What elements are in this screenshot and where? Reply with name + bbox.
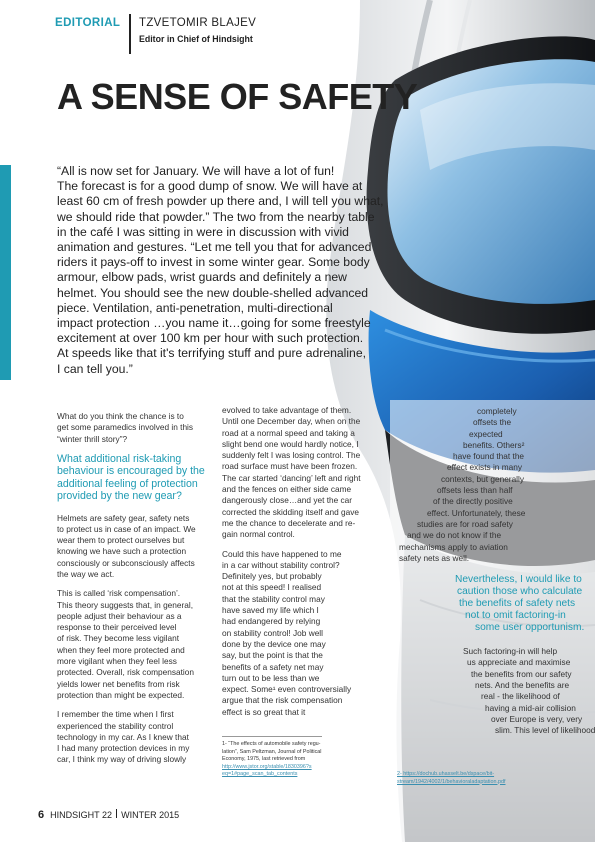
- text-line: me the chance to decelerate and re-: [222, 517, 356, 528]
- footnote-line: Economy, 1975, last retrieved from: [222, 756, 306, 763]
- text-line: having a mid-air collision: [485, 702, 576, 713]
- text-line: technology in my car. As I knew that: [57, 731, 189, 742]
- footer-divider: [116, 809, 117, 818]
- text-line: of the directly positive: [433, 496, 513, 507]
- paragraph: [395, 406, 595, 564]
- text-line: get some paramedics involved in this: [57, 422, 194, 433]
- text-line: Helmets are safety gear, safety nets: [57, 512, 190, 523]
- footnote-link[interactable]: eq=1#page_scan_tab_contents: [222, 771, 298, 778]
- lede-line: The forecast is for a good dump of snow. We will have at: [57, 179, 363, 194]
- paragraph: [57, 411, 207, 445]
- header-divider: [129, 14, 131, 54]
- lede-line: animation and gestures. “Let me tell you that for advanced: [57, 240, 372, 255]
- text-line: have found that the: [453, 451, 525, 462]
- text-line: slight bend one would hardly notice, I: [222, 438, 359, 449]
- lede-line: excitement at over 100 km per hour with such protection.: [57, 331, 364, 346]
- body-column-1: [57, 411, 207, 774]
- text-line: car, I think my way of driving slowly: [57, 754, 187, 765]
- text-line: Definitely yes, but probably: [222, 571, 322, 582]
- author-role: Editor in Chief of Hindsight: [139, 34, 253, 44]
- text-line: offsets the: [473, 417, 512, 428]
- lede-line: we should ride that powder.” The two from the nearby table: [57, 209, 375, 224]
- text-line: mechanisms apply to aviation: [399, 541, 508, 552]
- text-line: real - the likelihood of: [481, 691, 560, 702]
- text-line: not at this speed! I realised: [222, 582, 322, 593]
- lede-line: “All is now set for January. We will have a lot of fun!: [57, 164, 335, 178]
- pull-quote-line: caution those who calculate: [457, 586, 583, 598]
- text-line: more vigilant when they feel less: [57, 656, 177, 667]
- text-line: consciously or subconsciously affects: [57, 557, 195, 568]
- text-line: effect. Unfortunately, these: [427, 507, 526, 518]
- text-line: Such factoring-in will help: [463, 646, 558, 657]
- text-line: Could this have happened to me: [222, 548, 342, 559]
- text-line: response to their perceived level: [57, 622, 177, 633]
- text-line: expect. Some¹ even controversially: [222, 684, 352, 695]
- text-line: done by the device one may: [222, 638, 326, 649]
- pull-quote-line: not to omit factoring-in: [465, 610, 566, 622]
- text-line: safety nets as well.: [399, 552, 470, 563]
- color-tab-marker: [0, 165, 11, 380]
- text-line: What do you think the chance is to: [57, 411, 184, 421]
- text-line: argue that the risk compensation: [222, 695, 343, 706]
- lede-line: At speeds like that it's terrifying stuff and pure adrenaline,: [57, 346, 366, 361]
- lede-line: riders it pays-off to invest in some winter gear. Some body: [57, 255, 370, 270]
- lede-line: least 60 cm of fresh powder up there and, I will tell you what,: [57, 194, 384, 209]
- text-line: evolved to take advantage of them.: [222, 405, 352, 415]
- lede-line: helmet. You should see the new double-shelled advanced: [57, 285, 369, 300]
- text-line: on stability control! Job well: [222, 627, 323, 638]
- text-line: people adjust their behaviour as a: [57, 610, 182, 621]
- article-title: A SENSE OF SAFETY: [57, 76, 418, 117]
- paragraph: [222, 549, 382, 718]
- author-name: TZVETOMIR BLAJEV: [139, 17, 257, 29]
- lede-line: impact protection …you name it…going for some freestyle: [57, 316, 371, 331]
- text-line: the benefits from our safety: [471, 668, 572, 679]
- text-line: completely: [477, 406, 517, 416]
- text-line: road at a normal speed and taking a: [222, 427, 355, 438]
- body-column-2: [222, 405, 382, 726]
- pull-quote-line: behaviour is encouraged by the: [57, 465, 205, 478]
- text-line: of risk. They become less vigilant: [57, 633, 180, 644]
- body-column-3: [395, 406, 595, 745]
- text-line: benefits of a safety net may: [222, 661, 324, 672]
- paragraph: [57, 709, 207, 765]
- lede-line: in the café I was sitting in were in discussion with vivid: [57, 224, 349, 239]
- text-line: This is called ‘risk compensation’.: [57, 588, 181, 599]
- pull-quote-line: Nevertheless, I would like to: [455, 574, 582, 586]
- text-line: This theory suggests that, in general,: [57, 599, 194, 610]
- text-line: The car started ‘dancing’ left and right: [222, 472, 361, 483]
- text-line: effect exists in many: [447, 462, 523, 473]
- footnote-link[interactable]: 2- https://dochub.uhasselt.be/dspace/bit-: [397, 771, 495, 777]
- pull-quote: [395, 574, 595, 634]
- paragraph: [222, 405, 382, 541]
- lede-line: piece. Ventilation, anti-penetration, multi-directional: [57, 300, 333, 315]
- text-line: in a car without stability control?: [222, 559, 340, 570]
- section-label: EDITORIAL: [55, 17, 121, 29]
- paragraph: [57, 588, 207, 701]
- text-line: protected. Overall, risk compensation: [57, 667, 194, 678]
- text-line: contexts, but generally: [441, 473, 525, 484]
- text-line: benefits. Others²: [463, 439, 525, 450]
- text-line: the way we act.: [57, 569, 115, 579]
- text-line: suddenly felt I was losing control. The: [222, 450, 361, 461]
- text-line: corrected the skidding itself and gave: [222, 506, 359, 517]
- issue-label: WINTER 2015: [121, 810, 180, 820]
- pull-quote-line: additional feeling of protection: [57, 477, 198, 490]
- text-line: offsets less than half: [437, 485, 513, 496]
- text-line: and the fences on either side came: [222, 484, 352, 495]
- text-line: slim. This level of likelihood: [495, 725, 595, 736]
- text-line: over Europe is very, very: [491, 713, 583, 724]
- paragraph: [57, 513, 207, 581]
- text-line: I had many protection devices in my: [57, 743, 190, 754]
- text-line: experienced the stability control: [57, 720, 174, 731]
- footnote-1: [222, 741, 321, 779]
- text-line: to protect us in case of an impact. We: [57, 523, 196, 534]
- text-line: Until one December day, when on the: [222, 416, 361, 427]
- pull-quote-line: provided by the new gear?: [57, 490, 182, 503]
- pull-quote-line: the benefits of safety nets: [459, 598, 576, 610]
- page-footer: [38, 809, 179, 821]
- text-line: us appreciate and maximise: [467, 657, 571, 668]
- text-line: studies are for road safety: [417, 518, 513, 529]
- text-line: gain normal control.: [222, 529, 295, 540]
- text-line: and we do not know if the: [407, 530, 502, 541]
- text-line: had endangered by relying: [222, 616, 321, 627]
- text-line: dangerously close…and yet the car: [222, 495, 353, 506]
- footnote-link[interactable]: http://www.jstor.org/stable/1830396?s: [222, 763, 312, 770]
- text-line: turn out to be less than we: [222, 672, 320, 683]
- text-line: expected: [469, 428, 503, 439]
- lede-line: I can tell you.”: [57, 361, 133, 376]
- pull-quote-line: some user opportunism.: [475, 622, 585, 634]
- text-line: nets. And the benefits are: [475, 680, 570, 691]
- footnote-line: lation”, Sam Peltzman, Journal of Political: [222, 748, 322, 755]
- text-line: effect is so great that it: [222, 706, 306, 717]
- text-line: road surface must have been frozen.: [222, 461, 358, 472]
- footnote-2: [397, 771, 506, 786]
- text-line: “winter thrill story”?: [57, 433, 128, 444]
- footnote-link[interactable]: stream/1942/4002/1/behavioraladaptation.pdf: [397, 778, 506, 785]
- footnote-line: 1- “The effects of automobile safety regu-: [222, 741, 321, 747]
- footnote-rule: [222, 736, 322, 737]
- paragraph: [395, 646, 595, 736]
- text-line: yields lower net benefits from risk: [57, 678, 180, 689]
- lede-line: armour, elbow pads, wrist guards and definitely a new: [57, 270, 347, 285]
- pull-quote-line: What additional risk-taking: [57, 452, 182, 465]
- text-line: that the stability control may: [222, 593, 325, 604]
- text-line: I remember the time when I first: [57, 709, 174, 720]
- lede-paragraph: [57, 164, 397, 377]
- text-line: when they feel more protected and: [57, 644, 185, 655]
- text-line: say, but the point is that the: [222, 650, 323, 661]
- text-line: wear them to protect ourselves but: [57, 535, 185, 546]
- publication-name: HINDSIGHT 22: [50, 810, 112, 820]
- text-line: knowing we have such a protection: [57, 546, 187, 557]
- pull-quote: [57, 453, 207, 503]
- text-line: protection than might be expected.: [57, 689, 185, 700]
- text-line: have saved my life which I: [222, 605, 319, 616]
- page-number: 6: [38, 809, 45, 821]
